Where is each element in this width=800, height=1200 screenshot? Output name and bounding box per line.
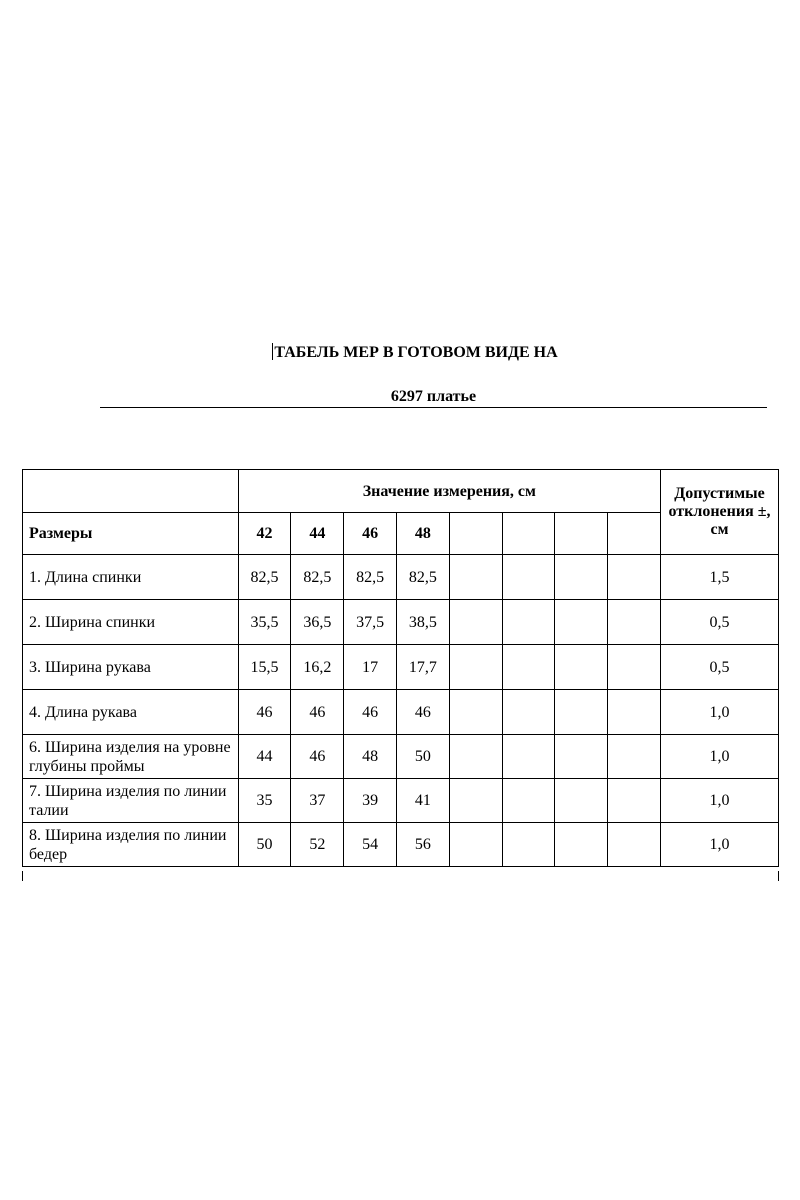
row-value: 16,2 bbox=[291, 645, 344, 690]
empty-cell bbox=[608, 600, 661, 645]
row-value: 35 bbox=[238, 779, 291, 823]
size-header: 46 bbox=[344, 513, 397, 555]
row-value: 50 bbox=[396, 735, 449, 779]
table-row bbox=[23, 735, 779, 779]
empty-cell bbox=[608, 690, 661, 735]
row-value: 15,5 bbox=[238, 645, 291, 690]
table-row bbox=[23, 555, 779, 600]
subtitle-underline bbox=[100, 407, 767, 408]
empty-cell bbox=[555, 779, 608, 823]
table-row bbox=[23, 823, 779, 867]
size-header: 44 bbox=[291, 513, 344, 555]
page-title bbox=[0, 343, 800, 363]
row-value: 54 bbox=[344, 823, 397, 867]
row-value: 82,5 bbox=[238, 555, 291, 600]
empty-cell bbox=[555, 600, 608, 645]
row-value: 46 bbox=[396, 690, 449, 735]
empty-cell bbox=[608, 513, 661, 555]
empty-cell bbox=[555, 645, 608, 690]
table-row bbox=[23, 779, 779, 823]
row-tolerance: 0,5 bbox=[660, 600, 778, 645]
row-value: 46 bbox=[344, 690, 397, 735]
empty-cell bbox=[502, 823, 555, 867]
table-row bbox=[23, 645, 779, 690]
empty-cell bbox=[502, 555, 555, 600]
empty-cell bbox=[555, 513, 608, 555]
header-measure: Значение измерения, см bbox=[238, 470, 660, 513]
row-value: 35,5 bbox=[238, 600, 291, 645]
row-tolerance: 1,0 bbox=[660, 735, 778, 779]
empty-cell bbox=[608, 735, 661, 779]
page-title-text: ТАБЕЛЬ МЕР В ГОТОВОМ ВИДЕ НА bbox=[274, 344, 558, 361]
row-value: 82,5 bbox=[396, 555, 449, 600]
empty-cell bbox=[449, 513, 502, 555]
empty-cell bbox=[502, 690, 555, 735]
row-value: 48 bbox=[344, 735, 397, 779]
row-label: 8. Ширина изделия по линии бедер bbox=[23, 823, 239, 867]
table-row bbox=[23, 600, 779, 645]
row-value: 50 bbox=[238, 823, 291, 867]
size-header: 42 bbox=[238, 513, 291, 555]
row-value: 46 bbox=[291, 735, 344, 779]
row-tolerance: 1,0 bbox=[660, 823, 778, 867]
empty-cell bbox=[608, 645, 661, 690]
row-tolerance: 1,0 bbox=[660, 690, 778, 735]
row-value: 56 bbox=[396, 823, 449, 867]
empty-cell bbox=[502, 735, 555, 779]
measurement-table bbox=[22, 469, 779, 867]
header-sizes: Размеры bbox=[23, 513, 239, 555]
row-label: 3. Ширина рукава bbox=[23, 645, 239, 690]
empty-cell bbox=[555, 690, 608, 735]
row-label: 6. Ширина изделия на уровне глубины проймы bbox=[23, 735, 239, 779]
empty-cell bbox=[449, 823, 502, 867]
row-value: 82,5 bbox=[344, 555, 397, 600]
empty-cell bbox=[502, 513, 555, 555]
empty-cell bbox=[608, 823, 661, 867]
empty-cell bbox=[449, 600, 502, 645]
header-tolerance: Допустимые отклонения ±, см bbox=[660, 470, 778, 555]
empty-cell bbox=[502, 779, 555, 823]
row-value: 38,5 bbox=[396, 600, 449, 645]
row-value: 39 bbox=[344, 779, 397, 823]
row-value: 37,5 bbox=[344, 600, 397, 645]
empty-cell bbox=[608, 779, 661, 823]
row-value: 41 bbox=[396, 779, 449, 823]
row-tolerance: 1,5 bbox=[660, 555, 778, 600]
row-label: 4. Длина рукава bbox=[23, 690, 239, 735]
empty-cell bbox=[449, 645, 502, 690]
empty-cell bbox=[608, 555, 661, 600]
row-value: 46 bbox=[291, 690, 344, 735]
empty-cell bbox=[555, 823, 608, 867]
row-value: 52 bbox=[291, 823, 344, 867]
table-continuation bbox=[22, 871, 779, 881]
empty-cell bbox=[555, 735, 608, 779]
table-row bbox=[23, 690, 779, 735]
empty-cell bbox=[502, 645, 555, 690]
row-value: 17,7 bbox=[396, 645, 449, 690]
row-value: 44 bbox=[238, 735, 291, 779]
row-label: 1. Длина спинки bbox=[23, 555, 239, 600]
row-value: 46 bbox=[238, 690, 291, 735]
row-label: 7. Ширина изделия по линии талии bbox=[23, 779, 239, 823]
row-tolerance: 0,5 bbox=[660, 645, 778, 690]
empty-cell bbox=[449, 555, 502, 600]
empty-cell bbox=[555, 555, 608, 600]
row-value: 82,5 bbox=[291, 555, 344, 600]
row-tolerance: 1,0 bbox=[660, 779, 778, 823]
row-value: 37 bbox=[291, 779, 344, 823]
empty-cell bbox=[502, 600, 555, 645]
row-value: 36,5 bbox=[291, 600, 344, 645]
size-header: 48 bbox=[396, 513, 449, 555]
empty-cell bbox=[449, 779, 502, 823]
page-subtitle: 6297 платье bbox=[390, 388, 477, 405]
empty-cell bbox=[449, 690, 502, 735]
empty-cell bbox=[449, 735, 502, 779]
row-label: 2. Ширина спинки bbox=[23, 600, 239, 645]
row-value: 17 bbox=[344, 645, 397, 690]
header-empty-cell bbox=[23, 470, 239, 513]
